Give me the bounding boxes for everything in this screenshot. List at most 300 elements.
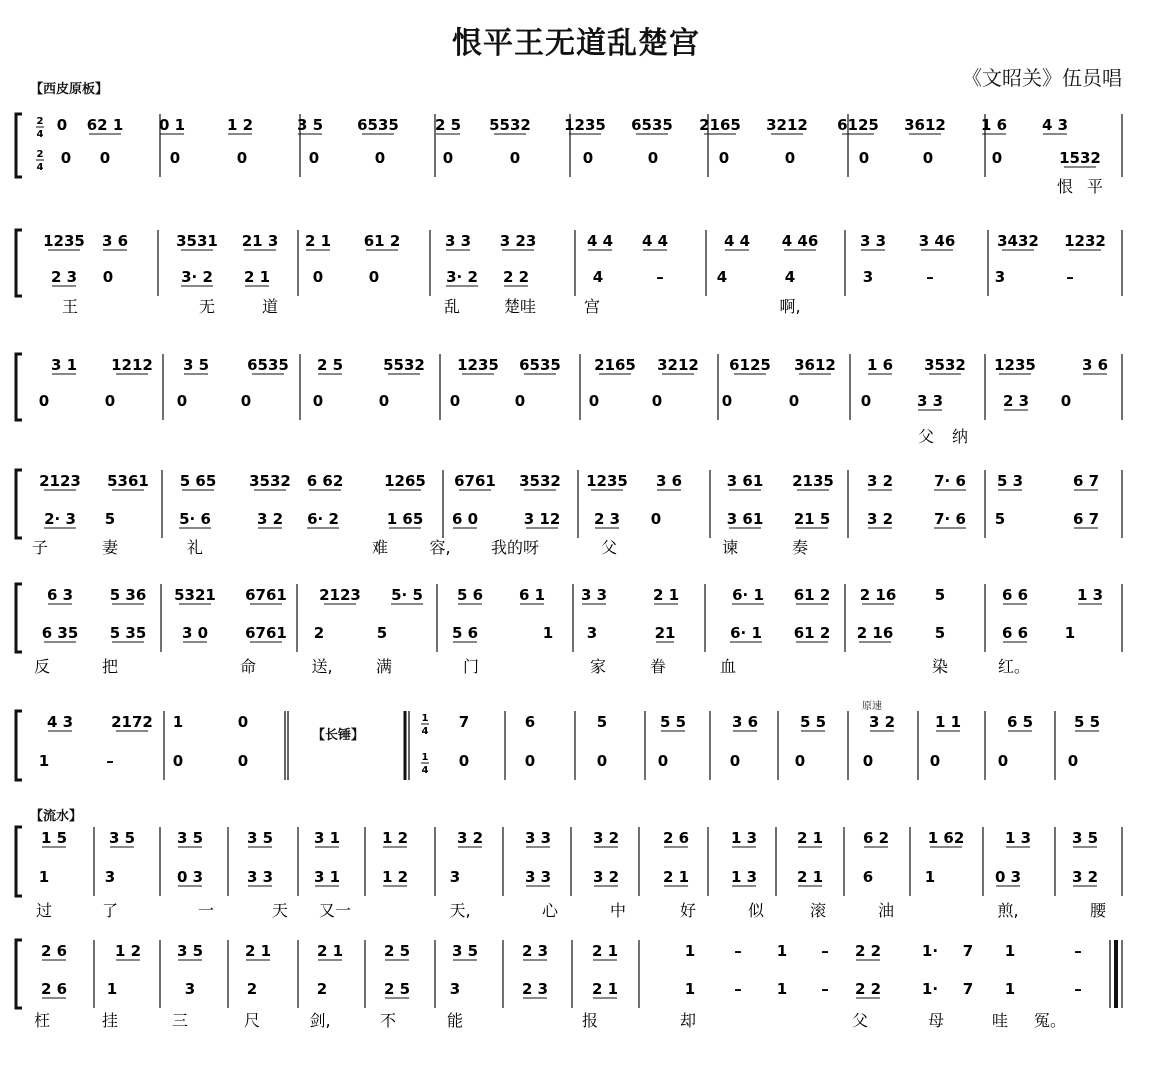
system-8-vocal-note: 2 5 (383, 980, 411, 998)
system-4-vocal-note: 3 12 (523, 510, 561, 528)
system-6-vocal-note: 0 (997, 752, 1009, 770)
system-2-lyric: 啊, (779, 297, 801, 316)
system-7-melody-note: 2 6 (662, 829, 690, 847)
staff-bracket (16, 470, 22, 538)
system-5-lyric: 眷 (649, 657, 667, 676)
system-5-lyric: 血 (719, 657, 737, 676)
staff-bracket (16, 114, 22, 177)
system-7-lyric: 过 (35, 901, 53, 920)
system-7-melody-note: 1 62 (927, 829, 965, 847)
system-6-vocal-note: 0 (862, 752, 874, 770)
system-5-vocal-note: 6 6 (1001, 624, 1029, 642)
time-signature-two-four-bottom-denominator: 4 (36, 162, 44, 173)
system-5-vocal-note: 1 (1064, 624, 1076, 642)
system-7-lyric: 又一 (318, 901, 352, 920)
system-8-melody-note: – (734, 942, 742, 960)
system-3-vocal-note: 0 (176, 392, 188, 410)
system-4-lyric: 礼 (186, 538, 204, 557)
system-4-vocal-note: 6 7 (1072, 510, 1100, 528)
system-2-vocal-note: 3· 2 (446, 268, 478, 286)
system-1-lyric: 平 (1086, 177, 1104, 196)
system-1-lyric: 恨 (1056, 177, 1074, 196)
system-4-vocal-note: 2· 3 (44, 510, 76, 528)
system-5-lyric: 把 (101, 657, 119, 676)
system-3-vocal-note: 0 (38, 392, 50, 410)
system-2-vocal-note: 4 (592, 268, 604, 286)
system-7-vocal-note: 0 3 (176, 868, 204, 886)
system-4-vocal-note: 5 (994, 510, 1006, 528)
system-4-melody-note: 3 61 (726, 472, 764, 490)
system-5-melody-note: 61 2 (793, 586, 831, 604)
system-2-lyric: 道 (261, 297, 279, 316)
system-5-vocal-note: 5 (934, 624, 946, 642)
system-4-lyric: 容, (429, 538, 451, 557)
section-label-xipi: 【西皮原板】 (30, 82, 109, 97)
system-1-vocal-note: 0 (784, 149, 796, 167)
system-3-vocal-note: 0 (514, 392, 526, 410)
system-8-vocal-note: – (734, 980, 742, 998)
system-1-melody-note: 0 1 (158, 116, 186, 134)
system-6-melody-note: 3 6 (731, 713, 759, 731)
system-2-vocal-note: 4 (784, 268, 796, 286)
system-7-lyric: 油 (877, 901, 895, 920)
system-7-melody-note: 1 3 (730, 829, 758, 847)
system-3-vocal-note: 0 (1060, 392, 1072, 410)
system-7-vocal-note: 1 3 (730, 868, 758, 886)
system-5-melody-note: 5· 5 (391, 586, 423, 604)
system-1-melody-note: 1 6 (980, 116, 1008, 134)
staff-bracket (16, 584, 22, 652)
system-7-vocal-note: 3 3 (524, 868, 552, 886)
system-3-vocal-note: 0 (721, 392, 733, 410)
system-8-lyric: 尺 (243, 1011, 261, 1030)
system-5-lyric: 满 (375, 657, 393, 676)
system-5-vocal-note: 3 (586, 624, 598, 642)
system-4-vocal-note: 0 (650, 510, 662, 528)
system-4-vocal-note: 21 5 (793, 510, 831, 528)
system-5-vocal-note: 6761 (245, 624, 287, 642)
system-3-melody-note: 3212 (657, 356, 699, 374)
system-2-melody-note: 3 46 (918, 232, 956, 250)
system-8-lyric: 剑, (309, 1011, 331, 1030)
system-1-vocal-note: 0 (858, 149, 870, 167)
system-4-lyric: 奏 (791, 538, 809, 557)
system-1-vocal-note: 0 (991, 149, 1003, 167)
system-1-vocal-note: 0 (509, 149, 521, 167)
system-1-vocal-note: 0 (647, 149, 659, 167)
system-1-melody-note: 6535 (631, 116, 673, 134)
system-7-lyric: 天, (449, 901, 471, 920)
system-2-vocal-note: – (656, 268, 664, 286)
system-4-vocal-note: 7· 6 (934, 510, 966, 528)
system-8-melody-note: 1 (1004, 942, 1016, 960)
system-7-melody-note: 1 2 (381, 829, 409, 847)
system-8-lyric: 母 (927, 1011, 945, 1030)
system-6-melody-note: 6 (524, 713, 536, 731)
system-6-vocal-note: 1 (38, 752, 50, 770)
system-7-vocal-note: 3 (104, 868, 116, 886)
system-4-vocal-note: 1 65 (386, 510, 424, 528)
system-4-melody-note: 3532 (519, 472, 561, 490)
system-6-melody-note: 5 (596, 713, 608, 731)
system-7-lyric: 腰 (1089, 901, 1107, 920)
system-7-vocal-note: 3 2 (592, 868, 620, 886)
system-4-vocal-note: 6 0 (451, 510, 479, 528)
system-7-lyric: 好 (679, 901, 697, 920)
system-7-melody-note: 6 2 (862, 829, 890, 847)
time-signature-one-four-top-denominator: 4 (421, 726, 429, 737)
system-7-melody-note: 3 5 (108, 829, 136, 847)
system-2-melody-note: 21 3 (241, 232, 279, 250)
system-1-melody-note: 6125 (837, 116, 879, 134)
system-8-lyric: 挂 (101, 1011, 119, 1030)
system-3-melody-note: 3 1 (50, 356, 78, 374)
system-6-vocal-note: 0 (729, 752, 741, 770)
system-5-lyric: 门 (462, 657, 480, 676)
system-4-melody-note: 5 65 (179, 472, 217, 490)
system-8-lyric: 枉 (33, 1011, 51, 1030)
system-7-lyric: 心 (541, 901, 559, 920)
system-7-melody-note: 2 1 (796, 829, 824, 847)
system-8-vocal-note: 1· (921, 980, 939, 998)
system-2-melody-note: 3432 (997, 232, 1039, 250)
system-6-melody-note: 6 5 (1006, 713, 1034, 731)
system-2-vocal-note: 4 (716, 268, 728, 286)
system-3-vocal-note: 0 (240, 392, 252, 410)
system-2-vocal-note: 0 (368, 268, 380, 286)
system-6-melody-note: 0 (237, 713, 249, 731)
system-7-lyric: 似 (747, 901, 765, 920)
system-3-vocal-note: 0 (860, 392, 872, 410)
system-2-lyric: 楚哇 (503, 297, 537, 316)
system-4-lyric: 谏 (721, 538, 739, 557)
system-6-melody-note: 1 1 (934, 713, 962, 731)
system-5-vocal-note: 61 2 (793, 624, 831, 642)
system-2-melody-note: 3 3 (859, 232, 887, 250)
system-7-melody-note: 3 5 (246, 829, 274, 847)
system-5-melody-note: 1 3 (1076, 586, 1104, 604)
system-4-melody-note: 7· 6 (934, 472, 966, 490)
system-8-vocal-note: 1 (684, 980, 696, 998)
system-1-vocal-note: 0 (922, 149, 934, 167)
system-8-melody-note: 1 (684, 942, 696, 960)
system-4-melody-note: 3 6 (655, 472, 683, 490)
system-8-vocal-note: 7 (962, 980, 974, 998)
system-3-vocal-note: 3 3 (916, 392, 944, 410)
system-4-vocal-note: 5· 6 (179, 510, 211, 528)
system-7-vocal-note: 2 1 (796, 868, 824, 886)
system-4-vocal-note: 3 2 (866, 510, 894, 528)
system-4-melody-note: 2135 (792, 472, 834, 490)
system-5-vocal-note: 5 35 (109, 624, 147, 642)
system-5-melody-note: 2 16 (859, 586, 897, 604)
system-1-vocal-note: 0 (99, 149, 111, 167)
system-1-vocal-note: 1532 (1059, 149, 1101, 167)
system-6-vocal-note: 0 (657, 752, 669, 770)
system-8-lyric: 不 (379, 1011, 397, 1030)
system-6-vocal-note: 0 (596, 752, 608, 770)
system-8-melody-note: 2 3 (521, 942, 549, 960)
staff-bracket (16, 827, 22, 896)
system-7-melody-note: 1 3 (1004, 829, 1032, 847)
system-8-melody-note: 3 5 (451, 942, 479, 960)
system-8-vocal-note: 2 1 (591, 980, 619, 998)
system-1-vocal-note: 0 (442, 149, 454, 167)
system-4-melody-note: 6761 (454, 472, 496, 490)
system-3-vocal-note: 2 3 (1002, 392, 1030, 410)
system-3-melody-note: 6535 (247, 356, 289, 374)
system-5-lyric: 家 (589, 657, 607, 676)
system-8-melody-note: 2 6 (40, 942, 68, 960)
system-2-melody-note: 4 4 (723, 232, 751, 250)
page-title: 恨平王无道乱楚宫 (452, 26, 700, 61)
system-5-melody-note: 2 1 (652, 586, 680, 604)
system-2-lyric: 乱 (443, 297, 461, 316)
system-5-lyric: 命 (239, 657, 257, 676)
system-8-melody-note: 3 5 (176, 942, 204, 960)
system-5-melody-note: 5 6 (456, 586, 484, 604)
system-5-lyric: 红。 (997, 657, 1031, 676)
system-8-lyric: 哇 (991, 1011, 1009, 1030)
system-8-lyric: 冤。 (1033, 1011, 1067, 1030)
system-5-lyric: 染 (931, 657, 949, 676)
system-1-melody-note: 3612 (904, 116, 946, 134)
system-5-melody-note: 5321 (174, 586, 216, 604)
system-8-lyric: 父 (851, 1011, 869, 1030)
system-8-melody-note: 1 (776, 942, 788, 960)
system-7-lyric: 中 (609, 901, 627, 920)
system-1-vocal-note: 0 (60, 149, 72, 167)
system-8-melody-note: 2 1 (316, 942, 344, 960)
system-7-lyric: 煎, (997, 901, 1019, 920)
system-5-vocal-note: 3 0 (181, 624, 209, 642)
system-3-lyric: 父 (917, 427, 935, 446)
system-7-vocal-note: 3 1 (313, 868, 341, 886)
system-8-melody-note: 7 (962, 942, 974, 960)
system-5-melody-note: 6761 (245, 586, 287, 604)
system-5-melody-note: 6 1 (518, 586, 546, 604)
system-7-melody-note: 3 5 (176, 829, 204, 847)
system-5-vocal-note: 21 (654, 624, 676, 642)
system-7-melody-note: 3 5 (1071, 829, 1099, 847)
system-8-lyric: 却 (679, 1011, 697, 1030)
system-5-vocal-note: 6· 1 (730, 624, 762, 642)
system-3-vocal-note: 0 (378, 392, 390, 410)
system-3-melody-note: 3 5 (182, 356, 210, 374)
system-1-vocal-note: 0 (236, 149, 248, 167)
system-6-vocal-note: 0 (1067, 752, 1079, 770)
system-2-melody-note: 3 6 (101, 232, 129, 250)
system-2-vocal-note: 2 3 (50, 268, 78, 286)
system-7-melody-note: 3 2 (456, 829, 484, 847)
system-8-vocal-note: – (821, 980, 829, 998)
staff-bracket (16, 711, 22, 780)
system-4-melody-note: 5361 (107, 472, 149, 490)
time-signature-one-four-bottom-denominator: 4 (421, 765, 429, 776)
system-7-vocal-note: 3 3 (246, 868, 274, 886)
system-1-melody-note: 3 5 (296, 116, 324, 134)
system-1-melody-note: 62 1 (86, 116, 124, 134)
system-3-melody-note: 3612 (794, 356, 836, 374)
system-3-vocal-note: 0 (651, 392, 663, 410)
system-3-melody-note: 2 5 (316, 356, 344, 374)
system-2-vocal-note: 3 (862, 268, 874, 286)
system-8-lyric: 报 (581, 1011, 599, 1030)
system-5-vocal-note: 2 16 (856, 624, 894, 642)
system-6-melody-note: 3 2 (868, 713, 896, 731)
system-6-vocal-note: 0 (929, 752, 941, 770)
system-6-vocal-note: 0 (794, 752, 806, 770)
system-8-vocal-note: 2 6 (40, 980, 68, 998)
system-5-vocal-note: 5 (376, 624, 388, 642)
system-5-vocal-note: 2 (313, 624, 325, 642)
system-5-lyric: 反 (33, 657, 51, 676)
system-7-lyric: 一 (197, 901, 215, 920)
system-8-melody-note: 1 2 (114, 942, 142, 960)
section-label-liushui: 【流水】 (30, 809, 83, 824)
system-8-melody-note: 2 5 (383, 942, 411, 960)
tempo-mark-yuansu: 原速 (862, 701, 882, 712)
system-5-melody-note: 6 3 (46, 586, 74, 604)
system-7-lyric: 了 (101, 901, 119, 920)
system-3-vocal-note: 0 (312, 392, 324, 410)
system-1-melody-note: 1 2 (226, 116, 254, 134)
system-8-vocal-note: 2 (316, 980, 328, 998)
system-4-lyric: 难 (371, 538, 389, 557)
system-8-lyric: 能 (446, 1011, 464, 1030)
system-4-melody-note: 5 3 (996, 472, 1024, 490)
system-2-vocal-note: – (926, 268, 934, 286)
system-6-melody-note: 5 5 (1073, 713, 1101, 731)
system-2-vocal-note: 3· 2 (181, 268, 213, 286)
system-2-melody-note: 1232 (1064, 232, 1106, 250)
system-6-vocal-note: 0 (237, 752, 249, 770)
system-8-melody-note: 1· (921, 942, 939, 960)
system-3-melody-note: 1 6 (866, 356, 894, 374)
system-1-vocal-note: 0 (169, 149, 181, 167)
system-6-melody-note: 4 3 (46, 713, 74, 731)
system-3-vocal-note: 0 (588, 392, 600, 410)
system-6-melody-note: 1 (172, 713, 184, 731)
system-8-melody-note: 2 1 (244, 942, 272, 960)
system-2-melody-note: 3531 (176, 232, 218, 250)
system-7-vocal-note: 6 (862, 868, 874, 886)
system-1-vocal-note: 0 (582, 149, 594, 167)
system-8-lyric: 三 (171, 1011, 189, 1030)
system-1-melody-note: 2 5 (434, 116, 462, 134)
system-4-melody-note: 6 62 (306, 472, 344, 490)
system-4-melody-note: 6 7 (1072, 472, 1100, 490)
system-1-melody-note: 3212 (766, 116, 808, 134)
system-2-melody-note: 61 2 (363, 232, 401, 250)
system-4-lyric: 我的呀 (490, 538, 540, 557)
system-6-vocal-note: – (106, 752, 114, 770)
system-2-vocal-note: – (1066, 268, 1074, 286)
system-4-melody-note: 1235 (586, 472, 628, 490)
system-7-vocal-note: 1 2 (381, 868, 409, 886)
time-signature-one-four-top-numerator: 1 (421, 713, 429, 724)
system-8-vocal-note: 2 3 (521, 980, 549, 998)
system-1-vocal-note: 0 (308, 149, 320, 167)
system-4-lyric: 父 (600, 538, 618, 557)
system-3-lyric: 纳 (951, 427, 969, 446)
system-8-melody-note: 2 2 (854, 942, 882, 960)
system-6-melody-note: 5 5 (659, 713, 687, 731)
system-7-vocal-note: 2 1 (662, 868, 690, 886)
system-3-melody-note: 6125 (729, 356, 771, 374)
system-2-vocal-note: 0 (102, 268, 114, 286)
credit-line: 《文昭关》伍员唱 (962, 66, 1122, 90)
system-7-vocal-note: 1 (38, 868, 50, 886)
system-7-vocal-note: 3 (449, 868, 461, 886)
system-2-vocal-note: 2 1 (243, 268, 271, 286)
system-2-melody-note: 3 23 (499, 232, 537, 250)
staff-bracket (16, 230, 22, 296)
system-5-melody-note: 6· 1 (732, 586, 764, 604)
system-1-melody-note: 5532 (489, 116, 531, 134)
system-2-vocal-note: 2 2 (502, 268, 530, 286)
system-1-melody-note: 1235 (564, 116, 606, 134)
system-3-melody-note: 1235 (994, 356, 1036, 374)
system-7-melody-note: 3 2 (592, 829, 620, 847)
system-4-melody-note: 2123 (39, 472, 81, 490)
system-2-melody-note: 2 1 (304, 232, 332, 250)
system-7-vocal-note: 1 (924, 868, 936, 886)
system-6-vocal-note: 0 (524, 752, 536, 770)
system-2-lyric: 无 (198, 297, 216, 316)
system-3-melody-note: 3 6 (1081, 356, 1109, 374)
staff-bracket (16, 354, 22, 420)
system-2-melody-note: 1235 (43, 232, 85, 250)
system-8-vocal-note: 1 (106, 980, 118, 998)
system-7-vocal-note: 0 3 (994, 868, 1022, 886)
time-signature-two-four-top-numerator: 2 (36, 116, 44, 127)
system-5-vocal-note: 1 (542, 624, 554, 642)
system-1-vocal-note: 0 (374, 149, 386, 167)
system-7-lyric: 滚 (809, 901, 827, 920)
system-5-melody-note: 6 6 (1001, 586, 1029, 604)
system-8-vocal-note: 1 (1004, 980, 1016, 998)
system-4-melody-note: 1265 (384, 472, 426, 490)
system-2-lyric: 王 (61, 297, 79, 316)
system-5-lyric: 送, (311, 657, 333, 676)
system-6-melody-note: 2172 (111, 713, 153, 731)
system-8-vocal-note: 1 (776, 980, 788, 998)
system-1-melody-note: 0 (56, 116, 68, 134)
system-5-vocal-note: 5 6 (451, 624, 479, 642)
system-6-melody-note: 5 5 (799, 713, 827, 731)
system-2-vocal-note: 3 (994, 268, 1006, 286)
system-2-vocal-note: 0 (312, 268, 324, 286)
system-3-melody-note: 1235 (457, 356, 499, 374)
system-2-melody-note: 3 3 (444, 232, 472, 250)
system-3-melody-note: 3532 (924, 356, 966, 374)
staff-bracket (16, 940, 22, 1008)
system-6-vocal-note: 0 (458, 752, 470, 770)
time-signature-two-four-bottom-numerator: 2 (36, 149, 44, 160)
system-4-vocal-note: 5 (104, 510, 116, 528)
system-8-melody-note: – (1074, 942, 1082, 960)
system-7-vocal-note: 3 2 (1071, 868, 1099, 886)
system-5-melody-note: 5 (934, 586, 946, 604)
system-8-vocal-note: 3 (184, 980, 196, 998)
system-4-lyric: 妻 (101, 538, 119, 557)
system-4-melody-note: 3 2 (866, 472, 894, 490)
system-3-vocal-note: 0 (104, 392, 116, 410)
system-2-melody-note: 4 4 (641, 232, 669, 250)
system-7-melody-note: 1 5 (40, 829, 68, 847)
system-2-melody-note: 4 46 (781, 232, 819, 250)
